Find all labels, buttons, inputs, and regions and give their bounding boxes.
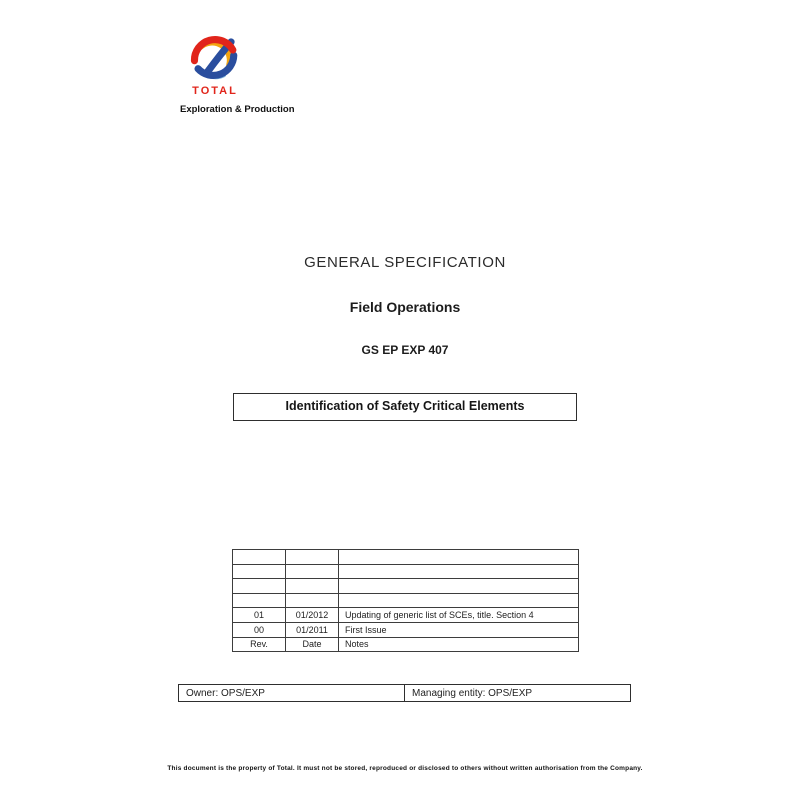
notes-cell: [339, 579, 579, 594]
rev-cell: 01: [233, 608, 286, 623]
notes-cell: [339, 550, 579, 565]
date-cell: [286, 593, 339, 608]
owner-cell: Owner: OPS/EXP: [179, 685, 405, 702]
notes-cell: [339, 593, 579, 608]
rev-cell: [233, 550, 286, 565]
doc-title-box: Identification of Safety Critical Elements: [233, 393, 577, 421]
notes-cell: First Issue: [339, 622, 579, 637]
discipline-title: Field Operations: [349, 299, 461, 315]
revision-row: [233, 564, 579, 579]
rev-header-cell: Rev.: [233, 637, 286, 652]
date-cell: 01/2012: [286, 608, 339, 623]
total-logo-icon: [187, 33, 243, 83]
revision-row: [233, 579, 579, 594]
rev-cell: 00: [233, 622, 286, 637]
revision-header-row: [233, 637, 579, 652]
revision-row: [233, 608, 579, 623]
total-wordmark: TOTAL: [192, 85, 238, 97]
ownership-row: [179, 685, 631, 702]
notes-cell: Updating of generic list of SCEs, title. Section 4: [339, 608, 579, 623]
property-notice: This document is the property of Total. It must not be stored, reproduced or disclosed to others without written authorisation from the Company.: [167, 765, 643, 772]
revision-row: [233, 550, 579, 565]
ownership-table: [178, 684, 631, 702]
rev-cell: [233, 593, 286, 608]
revision-row: [233, 593, 579, 608]
date-cell: [286, 579, 339, 594]
division-label: Exploration & Production: [180, 104, 295, 115]
date-header-cell: Date: [286, 637, 339, 652]
notes-cell: [339, 564, 579, 579]
revision-row: [233, 622, 579, 637]
revision-table: [232, 549, 579, 652]
rev-cell: [233, 579, 286, 594]
date-cell: 01/2011: [286, 622, 339, 637]
managing-entity-cell: Managing entity: OPS/EXP: [405, 685, 631, 702]
doc-type-title: GENERAL SPECIFICATION: [304, 254, 506, 271]
date-cell: [286, 564, 339, 579]
date-cell: [286, 550, 339, 565]
rev-cell: [233, 564, 286, 579]
notes-header-cell: Notes: [339, 637, 579, 652]
doc-number: GS EP EXP 407: [361, 343, 449, 357]
